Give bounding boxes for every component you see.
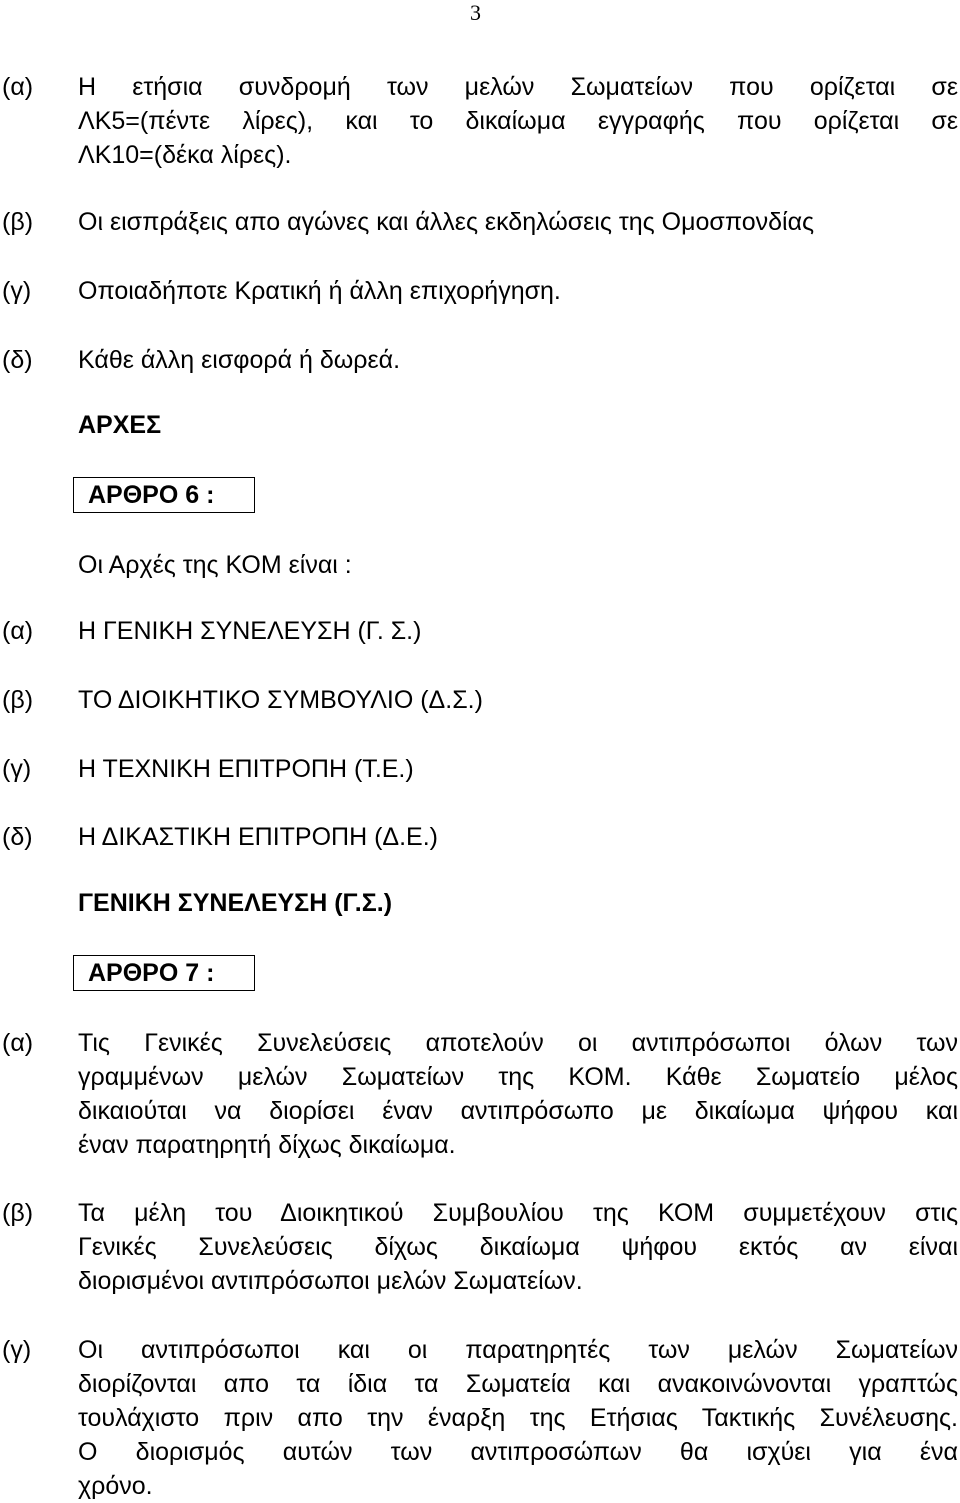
paragraph-line: Γενικές Συνελεύσεις δίχως δικαίωμα ψήφου εκτός αν είναι — [78, 1233, 958, 1261]
item-marker: (γ) — [2, 277, 32, 305]
page-number: 3 — [470, 0, 481, 25]
paragraph-line: δικαιούται να διορίσει έναν αντιπρόσωπο με δικαίωμα ψήφου και — [78, 1097, 958, 1125]
article-label: ΑΡΘΡΟ 6 : — [73, 477, 255, 513]
paragraph-line: χρόνο. — [78, 1472, 153, 1500]
paragraph-line: Οι αντιπρόσωποι και οι παρατηρητές των μελών Σωματείων — [78, 1336, 958, 1364]
paragraph-line: γραμμένων μελών Σωματείων της ΚΟΜ. Κάθε Σωματείο μέλος — [78, 1063, 958, 1091]
section-heading: ΑΡΧΕΣ — [78, 411, 162, 439]
item-marker: (γ) — [2, 1336, 32, 1364]
paragraph-line: Η ΔΙΚΑΣΤΙΚΗ ΕΠΙΤΡΟΠΗ (Δ.Ε.) — [78, 823, 438, 851]
paragraph-line: ΛΚ10=(δέκα λίρες). — [78, 141, 292, 169]
paragraph-line: διορίζονται απο τα ίδια τα Σωματεία και ανακοινώνονται γραπτώς — [78, 1370, 958, 1398]
paragraph-line: Η ΤΕΧΝΙΚΗ ΕΠΙΤΡΟΠΗ (Τ.Ε.) — [78, 755, 414, 783]
paragraph-line: Ο διορισμός αυτών των αντιπροσώπων θα ισχύει για ένα — [78, 1438, 958, 1466]
paragraph-line: τουλάχιστο πριν απο την έναρξη της Ετήσιας Τακτικής Συνέλευσης. — [78, 1404, 958, 1432]
item-marker: (δ) — [2, 823, 33, 851]
paragraph-line: Κάθε άλλη εισφορά ή δωρεά. — [78, 346, 401, 374]
item-marker: (β) — [2, 686, 34, 714]
paragraph-line: Οι εισπράξεις απο αγώνες και άλλες εκδηλώσεις της Ομοσπονδίας — [78, 208, 815, 236]
item-marker: (β) — [2, 208, 34, 236]
item-marker: (α) — [2, 617, 34, 645]
item-marker: (α) — [2, 73, 34, 101]
article-label: ΑΡΘΡΟ 7 : — [73, 955, 255, 991]
paragraph-line: διορισμένοι αντιπρόσωποι μελών Σωματείων. — [78, 1267, 583, 1295]
paragraph-line: Τις Γενικές Συνελεύσεις αποτελούν οι αντιπρόσωποι όλων των — [78, 1029, 958, 1057]
paragraph-line: Οποιαδήποτε Κρατική ή άλλη επιχορήγηση. — [78, 277, 561, 305]
paragraph-line: ΛΚ5=(πέντε λίρες), και το δικαίωμα εγγραφής που ορίζεται σε — [78, 107, 958, 135]
paragraph-line: έναν παρατηρητή δίχως δικαίωμα. — [78, 1131, 456, 1159]
item-marker: (δ) — [2, 346, 33, 374]
item-marker: (γ) — [2, 755, 32, 783]
paragraph-line: Η ΓΕΝΙΚΗ ΣΥΝΕΛΕΥΣΗ (Γ. Σ.) — [78, 617, 422, 645]
paragraph-line: Η ετήσια συνδρομή των μελών Σωματείων που ορίζεται σε — [78, 73, 958, 101]
section-heading: ΓΕΝΙΚΗ ΣΥΝΕΛΕΥΣΗ (Γ.Σ.) — [78, 889, 393, 917]
paragraph-line: ΤΟ ΔΙΟΙΚΗΤΙΚΟ ΣΥΜΒΟΥΛΙΟ (Δ.Σ.) — [78, 686, 483, 714]
item-marker: (β) — [2, 1199, 34, 1227]
item-marker: (α) — [2, 1029, 34, 1057]
paragraph-line: Τα μέλη του Διοικητικού Συμβουλίου της ΚΟΜ συμμετέχουν στις — [78, 1199, 958, 1227]
paragraph-line: Οι Αρχές της ΚΟΜ είναι : — [78, 551, 352, 579]
